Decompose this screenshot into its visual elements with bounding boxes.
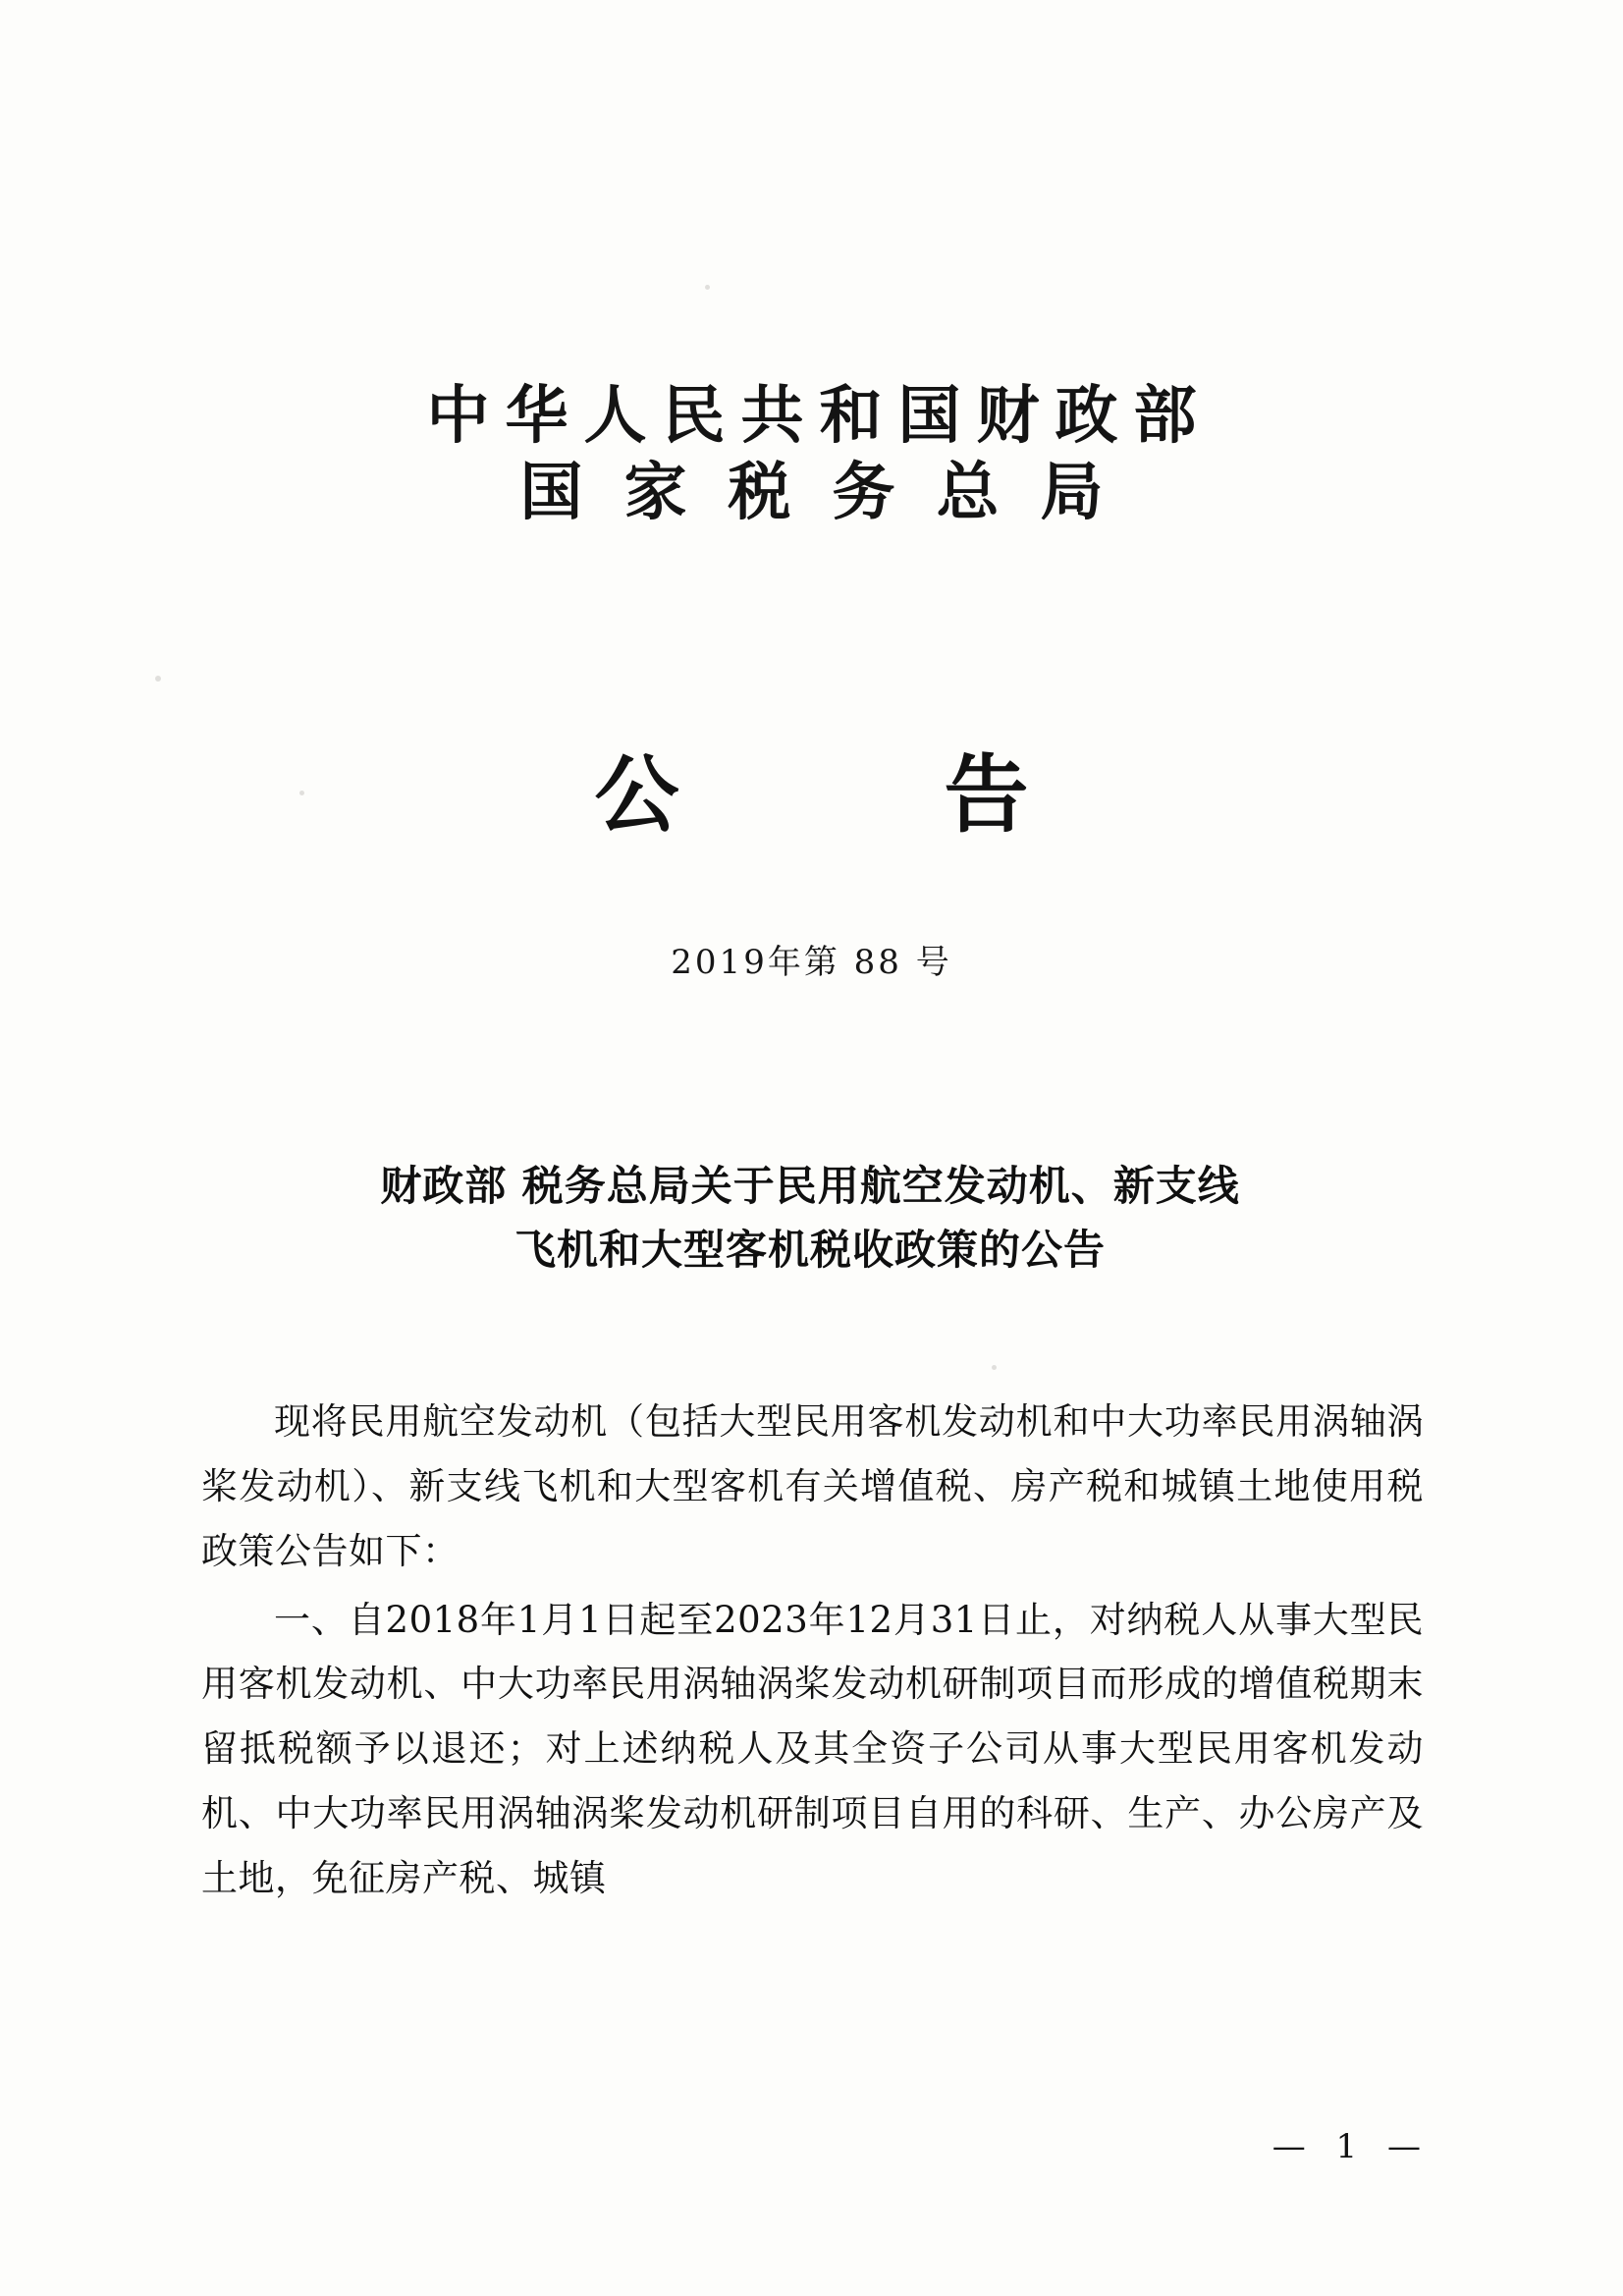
- masthead-line-administration: 国家税务总局: [519, 456, 1145, 530]
- document-title-line-1: 财政部 税务总局关于民用航空发动机、新支线: [380, 1162, 1240, 1210]
- document-body: [201, 1390, 1424, 1915]
- scan-speck: [155, 676, 161, 682]
- body-paragraph-item-1: 一、自2018年1月1日起至2023年12月31日止，对纳税人从事大型民用客机发动机、中大功率民用涡轴涡桨发动机研制项目而形成的增值税期末留抵税额予以退还；对上述纳税人及其全资子公司从事大型民用客机发动机、中大功率民用涡轴涡桨发动机研制项目自用的科研、生产、办公房产及土地，免征房产税、城镇: [201, 1598, 1424, 1900]
- document-type-heading: 公 告: [594, 745, 1147, 845]
- masthead: [0, 378, 1623, 531]
- body-paragraph-intro: 现将民用航空发动机（包括大型民用客机发动机和中大功率民用涡轴涡桨发动机）、新支线飞机和大型客机有关增值税、房产税和城镇土地使用税政策公告如下：: [201, 1400, 1424, 1572]
- document-title: [187, 1154, 1434, 1282]
- document-title-line-2: 飞机和大型客机税收政策的公告: [514, 1226, 1106, 1275]
- scan-speck: [705, 285, 710, 290]
- masthead-line-ministry: 中华人民共和国财政部: [426, 379, 1213, 453]
- issue-number: 2019年第 88 号: [671, 943, 952, 982]
- page-number: — 1 —: [1271, 2127, 1431, 2166]
- scan-speck: [992, 1365, 997, 1370]
